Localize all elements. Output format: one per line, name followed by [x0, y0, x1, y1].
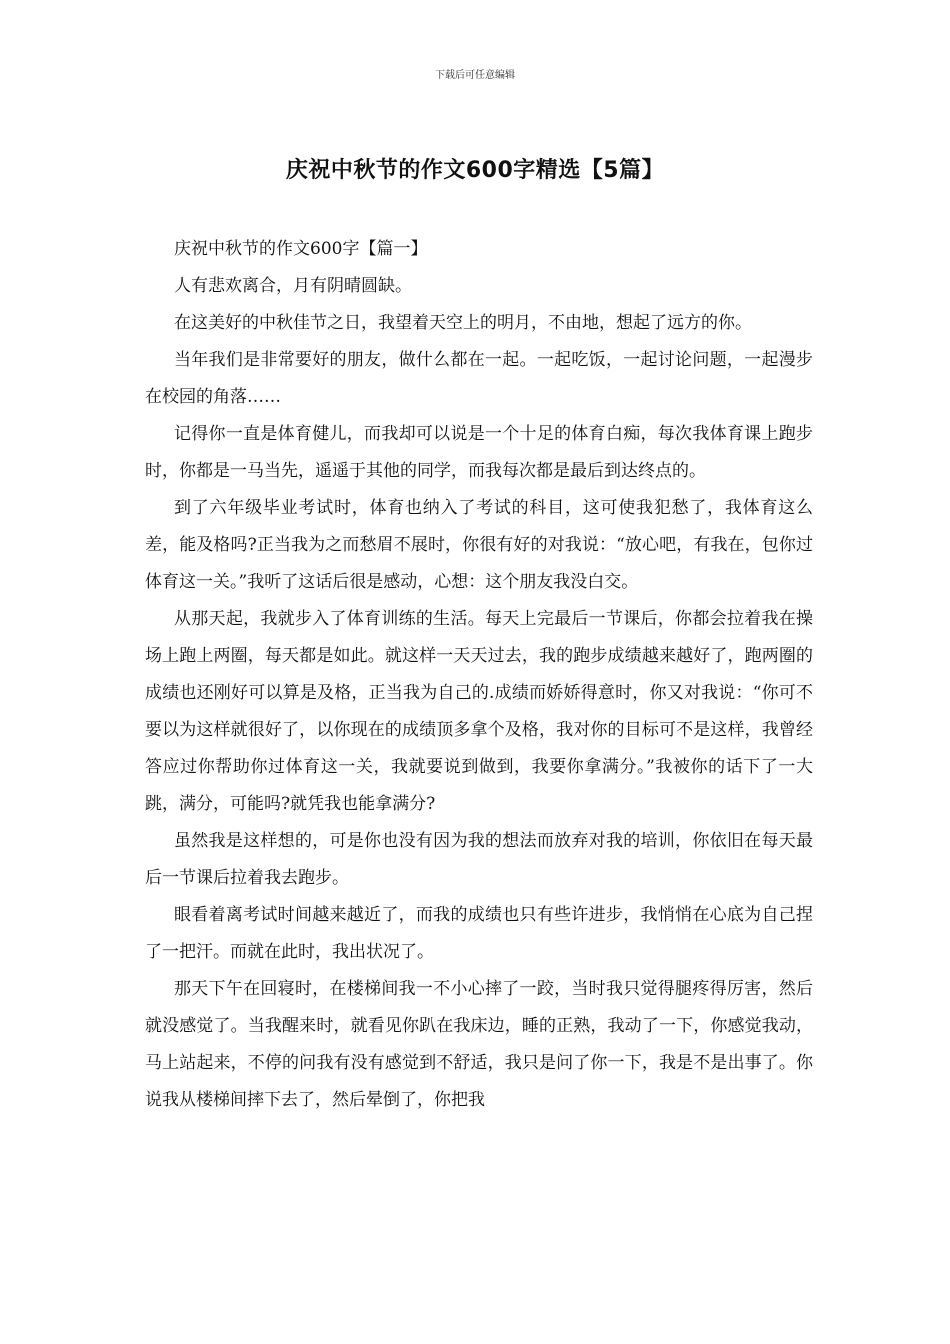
document-title: 庆祝中秋节的作文600字精选【5篇】 [285, 158, 665, 183]
body-paragraph: 虽然我是这样想的，可是你也没有因为我的想法而放弃对我的培训，你依旧在每天最后一节课后拉着我去跑步。 [145, 831, 813, 888]
body-paragraph: 记得你一直是体育健儿，而我却可以说是一个十足的体育白痴，每次我体育课上跑步时，你都是一马当先，遥遥于其他的同学，而我每次都是最后到达终点的。 [145, 424, 813, 481]
section-heading: 庆祝中秋节的作文600字【篇一】 [174, 239, 428, 259]
document-body [145, 231, 813, 1119]
body-paragraph: 眼看着离考试时间越来越近了，而我的成绩也只有些许进步，我悄悄在心底为自己捏了一把汗。而就在此时，我出状况了。 [145, 905, 813, 962]
body-paragraph: 在这美好的中秋佳节之日，我望着天空上的明月，不由地，想起了远方的你。 [174, 313, 752, 333]
body-paragraph: 那天下午在回寝时，在楼梯间我一不小心摔了一跤，当时我只觉得腿疼得厉害，然后就没感觉了。当我醒来时，就看见你趴在我床边，睡的正熟，我动了一下，你感觉我动，马上站起来，不停的问我有没有感觉到不舒适，我只是问了你一下，我是不是出事了。你说我从楼梯间摔下去了，然后晕倒了，你把我 [145, 979, 813, 1110]
body-paragraph: 人有悲欢离合，月有阴晴圆缺。 [174, 276, 412, 296]
body-paragraph: 当年我们是非常要好的朋友，做什么都在一起。一起吃饭，一起讨论问题，一起漫步在校园的角落…… [145, 350, 813, 407]
body-paragraph: 从那天起，我就步入了体育训练的生活。每天上完最后一节课后，你都会拉着我在操场上跑上两圈，每天都是如此。就这样一天天过去，我的跑步成绩越来越好了，跑两圈的成绩也还刚好可以算是及格，正当我为自己的.成绩而娇娇得意时，你又对我说：“你可不要以为这样就很好了，以你现在的成绩顶多拿个及格，我对你的目标可不是这样，我曾经答应过你帮助你过体育这一关，我就要说到做到，我要你拿满分。”我被你的话下了一大跳，满分，可能吗?就凭我也能拿满分? [145, 609, 813, 814]
body-paragraph: 到了六年级毕业考试时，体育也纳入了考试的科目，这可使我犯愁了，我体育这么差，能及格吗?正当我为之而愁眉不展时，你很有好的对我说：“放心吧，有我在，包你过体育这一关。”我听了这话后很是感动，心想：这个朋友我没白交。 [145, 498, 813, 592]
header-note: 下载后可任意编辑 [435, 70, 515, 81]
